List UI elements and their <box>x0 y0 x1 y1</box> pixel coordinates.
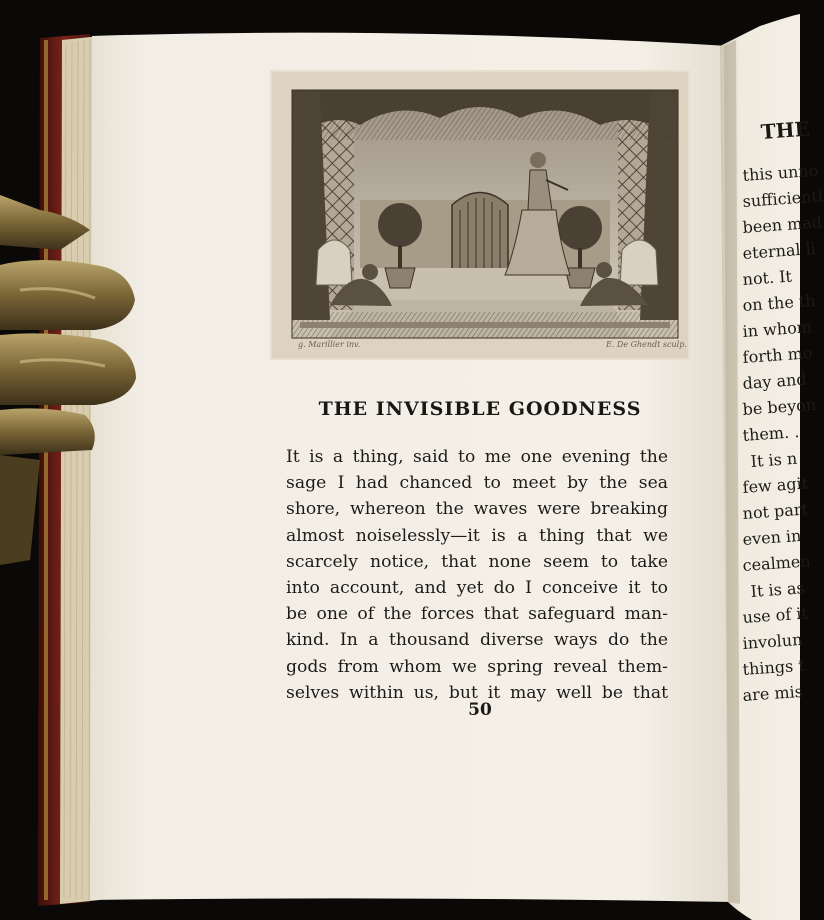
facing-page-line: It is as <box>750 578 806 601</box>
facing-page-line: forth mo <box>742 343 813 367</box>
body-line: almost noiselessly—it is a thing that we <box>286 525 668 546</box>
facing-page <box>736 116 824 816</box>
chapter-body <box>286 444 668 706</box>
facing-page-line: sufficientl <box>742 186 824 211</box>
facing-page-title: THE <box>760 116 811 144</box>
facing-page-line: day and <box>742 369 808 393</box>
facing-page-line: use of it <box>742 603 809 627</box>
facing-page-line: are mis <box>742 681 804 705</box>
body-line: be one of the forces that safeguard man- <box>286 604 668 625</box>
body-line: sage I had chanced to meet by the sea <box>286 473 668 494</box>
facing-page-line: on the th <box>742 290 817 315</box>
facing-page-line: eternal li <box>742 238 817 263</box>
body-line: scarcely notice, that none seem to take <box>286 551 668 572</box>
facing-page-line: them. . <box>742 422 800 445</box>
facing-page-line: be beyon <box>742 394 817 419</box>
facing-page-line: not. It <box>742 266 793 289</box>
facing-page-line: not part <box>742 499 809 523</box>
engraving-caption-right: E. De Ghendt sculp. <box>606 340 687 349</box>
page-number: 50 <box>468 700 492 720</box>
facing-page-line: things t <box>742 655 806 679</box>
chapter-title: THE INVISIBLE GOODNESS <box>318 398 642 420</box>
body-line: kind. In a thousand diverse ways do the <box>286 630 668 651</box>
facing-page-line: cealmen <box>742 551 812 575</box>
facing-page-line: in whom <box>742 317 813 341</box>
facing-page-line: this unno <box>742 160 819 185</box>
facing-page-line: involun <box>742 629 804 653</box>
body-line: shore, whereon the waves were breaking <box>286 499 668 520</box>
body-line: selves within us, but it may well be that <box>286 682 668 703</box>
body-line: gods from whom we spring reveal them- <box>286 656 668 677</box>
facing-page-line: It is n <box>750 448 798 471</box>
facing-page-line: even in <box>742 525 802 549</box>
engraving-caption-left: g. Marillier inv. <box>298 340 361 349</box>
facing-page-line: been mad <box>742 212 823 237</box>
engraving-illustration <box>292 90 678 338</box>
body-line: into account, and yet do I conceive it to <box>286 577 668 598</box>
body-line: It is a thing, said to me one evening the <box>286 447 668 467</box>
facing-page-line: few agit <box>742 473 809 497</box>
